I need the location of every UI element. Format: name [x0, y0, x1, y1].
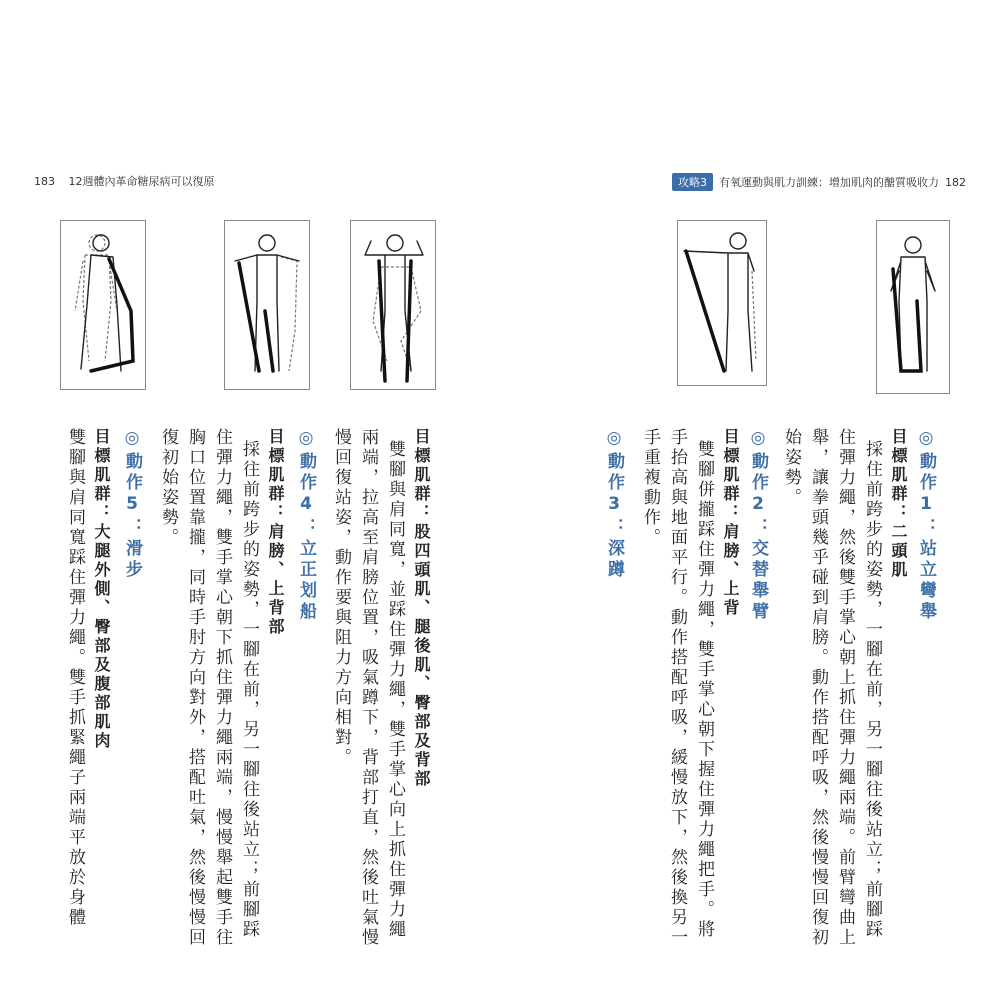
- move3-title: ◎動作3：深蹲: [604, 428, 624, 581]
- move4-line-1: 採往前跨步的姿勢，一腳在前，另一腳往後站立；前腳踩: [239, 440, 259, 940]
- move4-target: 目標肌群：肩膀、上背部: [266, 428, 285, 637]
- move3-line-3: 慢回復站姿，動作要與阻力方向相對。: [331, 428, 351, 768]
- move2-title: ◎動作2：交替舉臂: [748, 428, 768, 623]
- left-page-header: [34, 173, 215, 189]
- move1-line-1: 採住前跨步的姿勢，一腳在前，另一腳往後站立；前腳踩: [862, 440, 882, 940]
- move4-line-2: 住彈力繩，雙手掌心朝下抓住彈力繩兩端，慢慢舉起雙手往: [212, 428, 232, 948]
- chapter-tag: 攻略3: [672, 173, 713, 191]
- left-page-number: 183: [34, 175, 55, 188]
- left-book-title: 12週體內革命糖尿病可以復原: [68, 175, 215, 188]
- move3-line-2: 兩端，拉高至肩膀位置，吸氣蹲下，背部打直，然後吐氣慢: [358, 428, 378, 948]
- move4-title: ◎動作4：立正划船: [296, 428, 316, 623]
- move1-title: ◎動作1：站立彎舉: [916, 428, 936, 623]
- move4-line-4: 復初始姿勢。: [158, 428, 178, 548]
- figure-lateral-raise-illustration: [677, 220, 767, 386]
- right-page-number: 182: [945, 175, 966, 189]
- move2-line-1: 雙腳併攏踩住彈力繩，雙手掌心朝下握住彈力繩把手。將: [694, 440, 714, 940]
- move2-line-2: 手抬高與地面平行。動作搭配呼吸，緩慢放下，然後換另一: [667, 428, 687, 948]
- figure-side-lunge-illustration: [60, 220, 146, 390]
- figure-arm-raise-illustration: [224, 220, 310, 390]
- move5-title: ◎動作5：滑步: [122, 428, 142, 581]
- figure-squat-illustration: [350, 220, 436, 390]
- move1-target: 目標肌群：二頭肌: [889, 428, 908, 580]
- move5-line-1: 雙腳與肩同寬踩住彈力繩。雙手抓緊繩子兩端平放於身體: [65, 428, 85, 928]
- move1-line-3: 舉，讓拳頭幾乎碰到肩膀。動作搭配呼吸，然後慢慢回復初: [808, 428, 828, 948]
- figure-bicep-curl-illustration: [876, 220, 950, 394]
- move2-target: 目標肌群：肩膀、上背: [721, 428, 740, 618]
- right-chapter-title: 有氧運動與肌力訓練：增加肌肉的醣質吸收力: [719, 176, 939, 189]
- move1-line-4: 始姿勢。: [781, 428, 801, 508]
- right-page-header: [672, 173, 966, 191]
- move5-target: 目標肌群：大腿外側、臀部及腹部肌肉: [92, 428, 111, 751]
- move4-line-3: 胸口位置靠攏，同時手肘方向對外，搭配吐氣，然後慢慢回: [185, 428, 205, 948]
- move2-line-3: 手重複動作。: [640, 428, 660, 548]
- move1-line-2: 住彈力繩，然後雙手掌心朝上抓住彈力繩兩端。前臂彎曲上: [835, 428, 855, 948]
- move3-target: 目標肌群：股四頭肌、腿後肌、臀部及背部: [412, 428, 431, 789]
- move3-line-1: 雙腳與肩同寬，並踩住彈力繩，雙手掌心向上抓住彈力繩: [385, 440, 405, 940]
